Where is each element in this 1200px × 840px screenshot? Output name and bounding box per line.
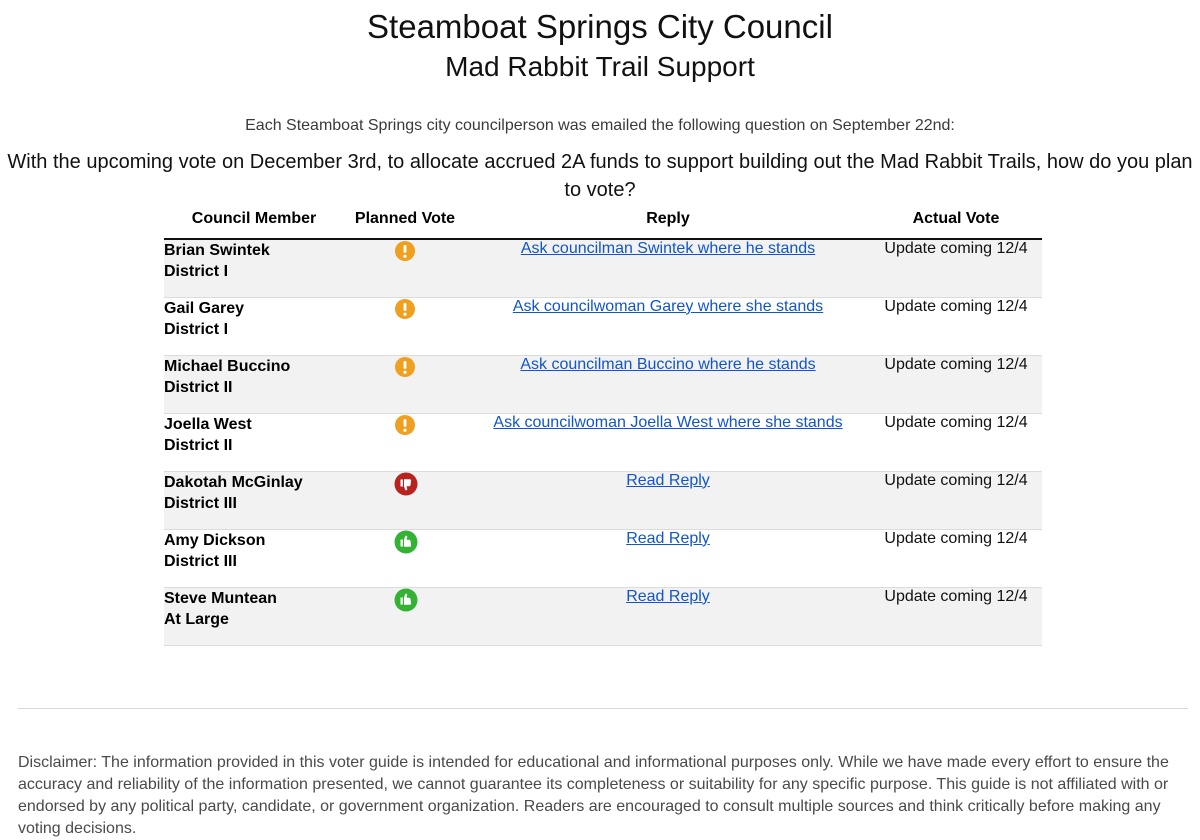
reply-cell <box>466 239 870 297</box>
exclamation-icon <box>394 240 416 262</box>
planned-vote-cell <box>344 587 466 645</box>
member-district: District I <box>164 263 229 280</box>
reply-link[interactable]: Ask councilwoman Garey where she stands <box>512 297 824 315</box>
member-district: District I <box>164 320 229 338</box>
header-reply: Reply <box>466 200 870 239</box>
reply-cell <box>466 587 870 645</box>
reply-cell <box>466 413 870 471</box>
table-row <box>164 239 1042 297</box>
exclamation-icon <box>394 414 416 436</box>
reply-cell <box>466 297 870 355</box>
disclaimer: Disclaimer: The information provided in this voter guide is intended for educational and informational purposes only. While we have made every effort to ensure the accuracy and reliability of the information presented, we cannot guarantee its completeness or suitability for any specific purpose. This guide is not affiliated with or endorsed by any political party, candidate, or government organization. Readers are encouraged to consult multiple sources and think critically before making any voting decisions. <box>18 754 1169 837</box>
actual-vote-cell: Update coming 12/4 <box>884 529 1028 547</box>
member-name: Amy Dickson <box>164 531 266 549</box>
actual-vote-cell: Update coming 12/4 <box>884 471 1028 489</box>
member-district: District III <box>164 552 237 570</box>
actual-vote-cell: Update coming 12/4 <box>884 587 1028 605</box>
exclamation-icon <box>394 298 416 320</box>
intro-text: Each Steamboat Springs city councilperson was emailed the following question on September 22nd: <box>245 117 955 134</box>
table-row <box>164 297 1042 355</box>
actual-vote-cell: Update coming 12/4 <box>884 240 1028 257</box>
table-row <box>164 471 1042 529</box>
header-planned-vote: Planned Vote <box>344 200 466 239</box>
reply-cell <box>466 355 870 413</box>
council-vote-table <box>164 200 1042 646</box>
exclamation-icon <box>394 356 416 378</box>
reply-link[interactable]: Read Reply <box>626 529 710 547</box>
header-actual-vote: Actual Vote <box>870 200 1042 239</box>
table-row <box>164 413 1042 471</box>
member-district: At Large <box>164 610 229 628</box>
thumbs-down-icon <box>394 472 416 494</box>
council-member-cell <box>164 587 344 645</box>
reply-link[interactable]: Read Reply <box>626 587 710 605</box>
planned-vote-cell <box>344 529 466 587</box>
council-member-cell <box>164 239 344 297</box>
member-name: Michael Buccino <box>164 357 291 375</box>
planned-vote-cell <box>344 471 466 529</box>
table-row <box>164 587 1042 645</box>
member-district: District II <box>164 378 233 396</box>
member-name: Gail Garey <box>164 299 245 317</box>
actual-vote-cell: Update coming 12/4 <box>884 413 1028 431</box>
actual-vote-cell: Update coming 12/4 <box>884 297 1028 315</box>
reply-link[interactable]: Ask councilman Swintek where he stands <box>520 240 816 257</box>
thumbs-up-icon <box>394 530 416 552</box>
page-subtitle: Mad Rabbit Trail Support <box>445 51 755 82</box>
reply-link[interactable]: Read Reply <box>626 471 710 489</box>
planned-vote-cell <box>344 413 466 471</box>
council-member-cell <box>164 471 344 529</box>
member-district: District III <box>164 494 237 512</box>
council-member-cell <box>164 529 344 587</box>
page-title: Steamboat Springs City Council <box>367 8 833 45</box>
planned-vote-cell <box>344 355 466 413</box>
member-name: Brian Swintek <box>164 242 270 259</box>
council-member-cell <box>164 297 344 355</box>
member-name: Dakotah McGinlay <box>164 473 303 491</box>
table-row <box>164 529 1042 587</box>
member-name: Steve Muntean <box>164 589 277 607</box>
header-council-member: Council Member <box>164 200 344 239</box>
thumbs-up-icon <box>394 588 416 610</box>
council-member-cell <box>164 413 344 471</box>
council-member-cell <box>164 355 344 413</box>
reply-link[interactable]: Ask councilman Buccino where he stands <box>520 355 816 373</box>
actual-vote-cell: Update coming 12/4 <box>884 355 1028 373</box>
reply-link[interactable]: Ask councilwoman Joella West where she stands <box>493 413 843 431</box>
divider <box>18 708 1188 709</box>
planned-vote-cell <box>344 239 466 297</box>
survey-question: With the upcoming vote on December 3rd, to allocate accrued 2A funds to support building out the Mad Rabbit Trails, how do you plan to vote? <box>7 151 1193 201</box>
table-header-row <box>164 200 1042 239</box>
planned-vote-cell <box>344 297 466 355</box>
table-row <box>164 355 1042 413</box>
member-name: Joella West <box>164 415 252 433</box>
reply-cell <box>466 529 870 587</box>
reply-cell <box>466 471 870 529</box>
member-district: District II <box>164 436 233 454</box>
